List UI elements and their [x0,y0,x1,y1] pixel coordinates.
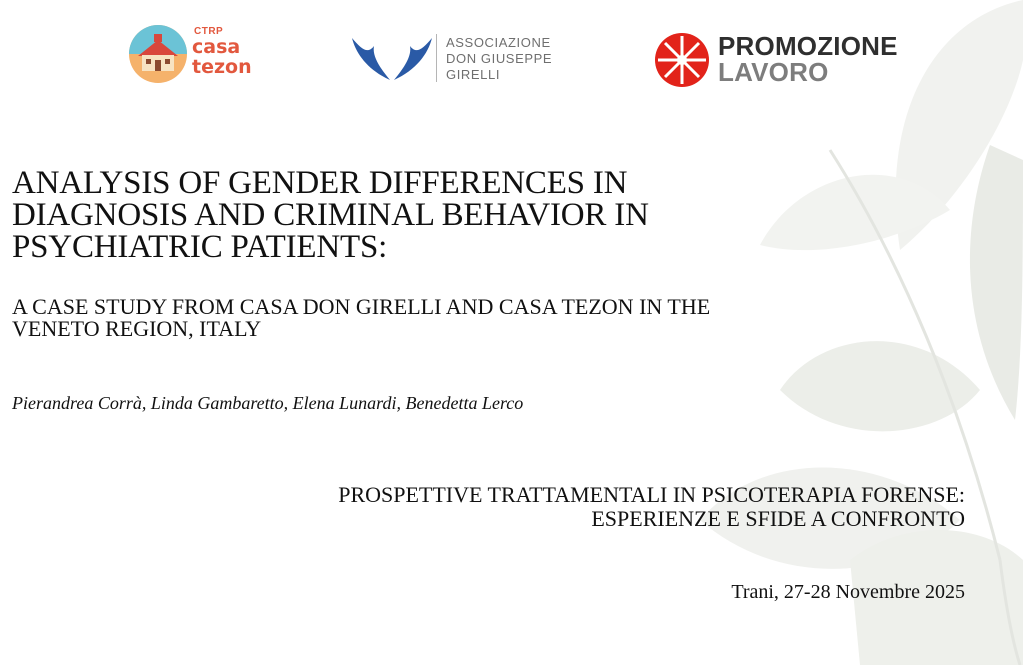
logo-word-lavoro: LAVORO [718,57,829,87]
logo-divider [436,34,437,82]
citrus-wheel-icon [654,32,710,88]
associazione-logo [350,32,580,88]
casa-tezon-logo [128,24,268,84]
presentation-subtitle: A CASE STUDY FROM CASA DON GIRELLI AND CASA TEZON IN THE VENETO REGION, ITALY [12,294,711,341]
logo-line-associazione: ASSOCIAZIONE [446,35,551,50]
logo-word-casa: casa [192,36,241,58]
conference-title-line-2: ESPERIENZE E SFIDE A CONFRONTO [591,506,965,531]
authors: Pierandrea Corrà, Linda Gambaretto, Elena Lunardi, Benedetta Lerco [12,393,524,413]
hands-icon [350,32,434,84]
logo-line-don-giuseppe: DON GIUSEPPE [446,51,553,66]
logo-line-girelli: GIRELLI [446,67,501,82]
logo-word-tezon: tezon [192,56,252,78]
conference-title-line-1: PROSPETTIVE TRATTAMENTALI IN PSICOTERAPIA FORENSE: [338,482,965,507]
logo-tag: CTRP [194,26,224,37]
logo-word-promozione: PROMOZIONE [718,31,898,61]
house-icon [128,24,188,84]
presentation-title: ANALYSIS OF GENDER DIFFERENCES IN DIAGNOSIS AND CRIMINAL BEHAVIOR IN PSYCHIATRIC PATIENTS: [12,165,649,265]
place-and-date: Trani, 27-28 Novembre 2025 [731,581,965,603]
conference-title [338,483,965,531]
promozione-lavoro-logo [654,30,924,90]
